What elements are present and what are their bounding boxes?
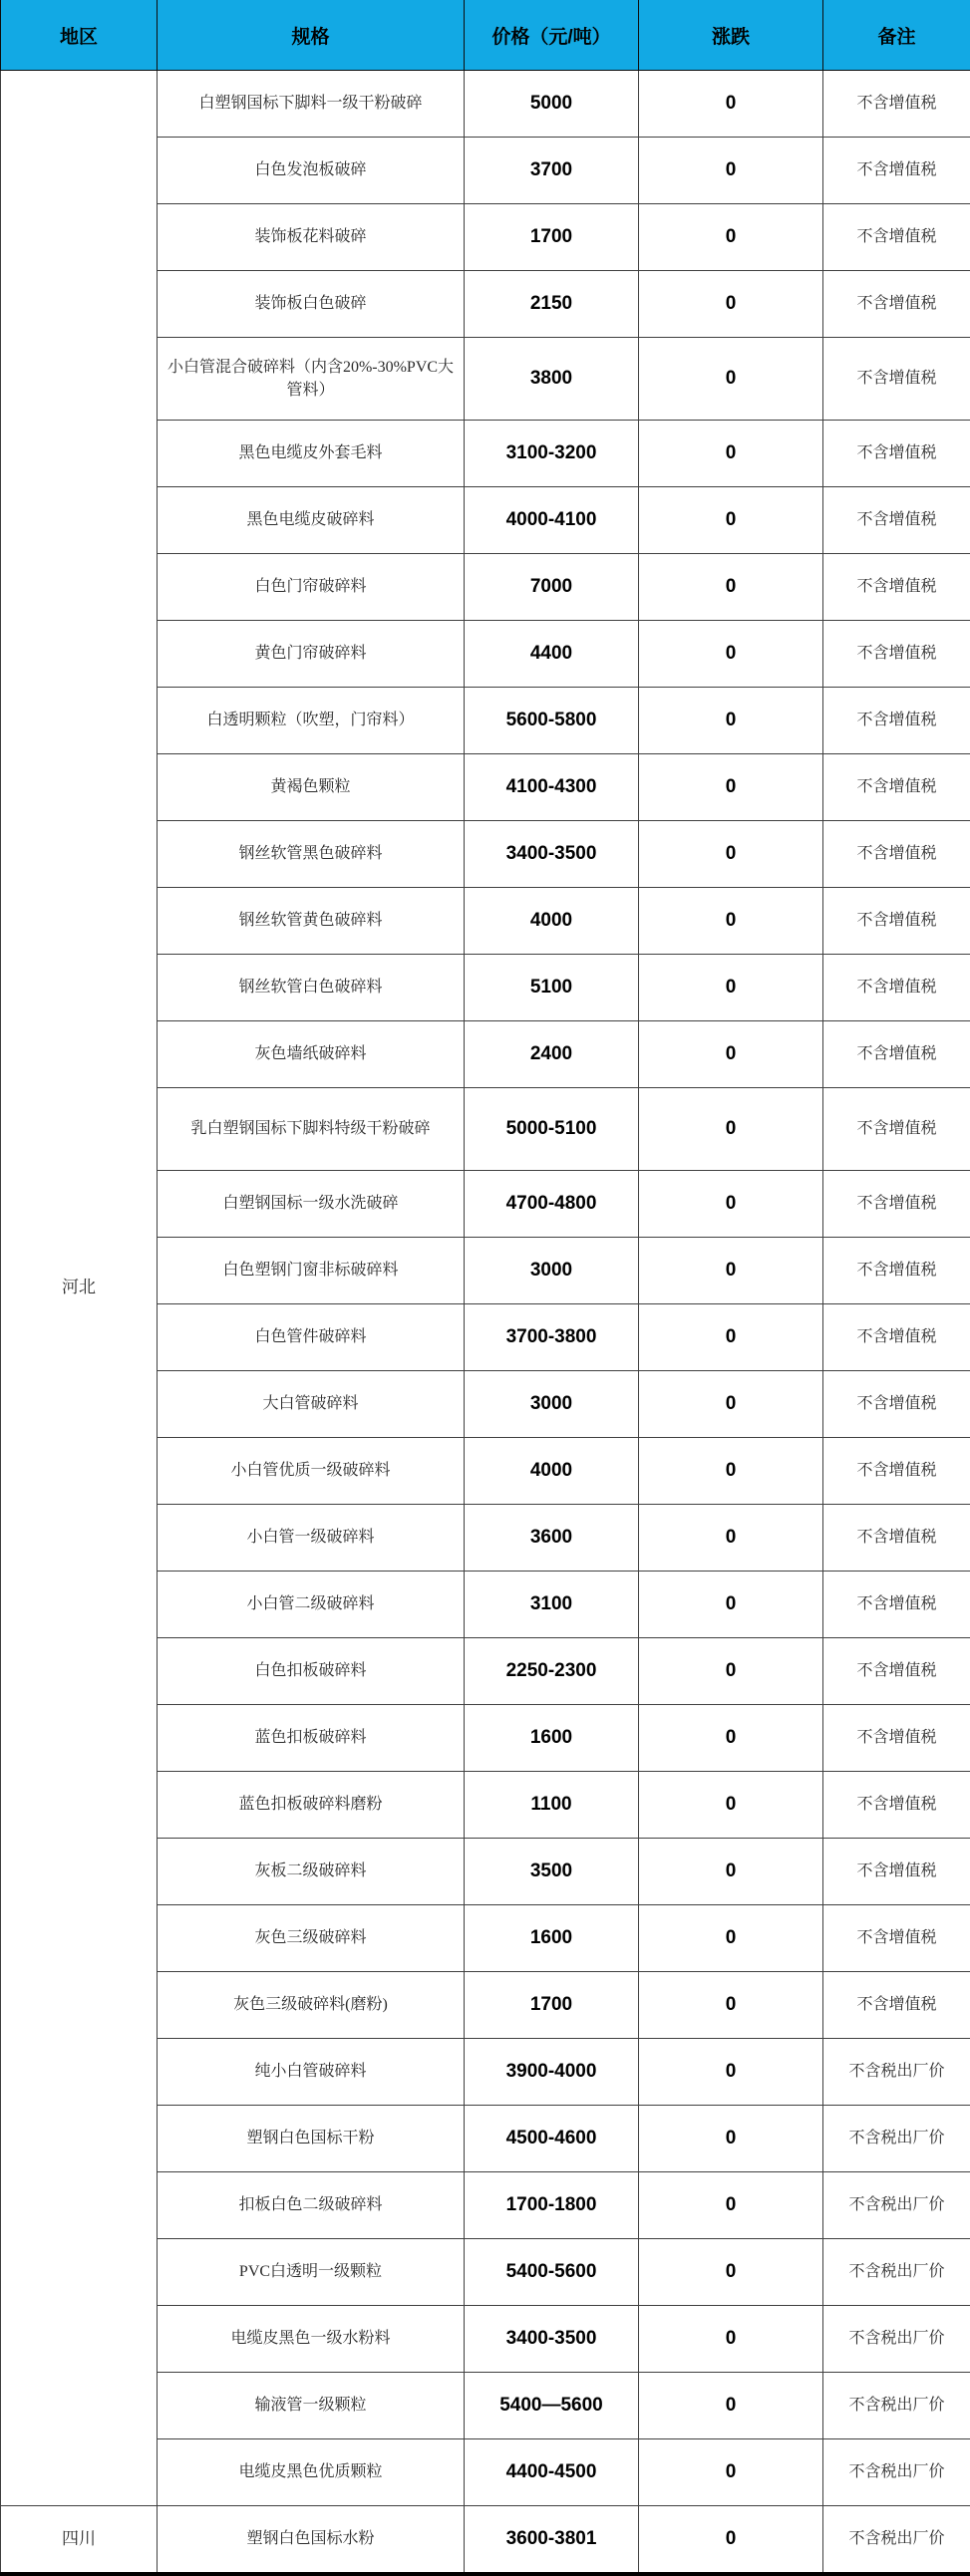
change-cell: 0 [639, 2373, 823, 2439]
spec-cell: 蓝色扣板破碎料 [158, 1705, 465, 1772]
note-cell: 不含增值税 [823, 1705, 970, 1772]
note-cell: 不含增值税 [823, 1505, 970, 1572]
spec-cell: 白色发泡板破碎 [158, 138, 465, 204]
note-cell: 不含税出厂价 [823, 2373, 970, 2439]
note-cell: 不含增值税 [823, 1905, 970, 1972]
price-cell: 3100 [465, 1572, 639, 1638]
change-cell: 0 [639, 821, 823, 888]
note-cell: 不含增值税 [823, 821, 970, 888]
price-cell: 3000 [465, 1238, 639, 1304]
header-change: 涨跌 [639, 0, 823, 71]
spec-cell: 白色扣板破碎料 [158, 1638, 465, 1705]
spec-cell: 装饰板花料破碎 [158, 204, 465, 271]
region-cell: 四川 [1, 2506, 158, 2575]
header-spec: 规格 [158, 0, 465, 71]
spec-cell: 钢丝软管黄色破碎料 [158, 888, 465, 955]
change-cell: 0 [639, 1839, 823, 1905]
spec-cell: 小白管优质一级破碎料 [158, 1438, 465, 1505]
spec-cell: 输液管一级颗粒 [158, 2373, 465, 2439]
change-cell: 0 [639, 338, 823, 421]
change-cell: 0 [639, 2439, 823, 2506]
note-cell: 不含税出厂价 [823, 2172, 970, 2239]
note-cell: 不含增值税 [823, 688, 970, 754]
spec-cell: 白塑钢国标一级水洗破碎 [158, 1171, 465, 1238]
price-cell: 3700 [465, 138, 639, 204]
change-cell: 0 [639, 2039, 823, 2106]
region-cell: 河北 [1, 71, 158, 2506]
change-cell: 0 [639, 421, 823, 487]
note-cell: 不含税出厂价 [823, 2239, 970, 2306]
note-cell: 不含增值税 [823, 1238, 970, 1304]
price-cell: 3600 [465, 1505, 639, 1572]
spec-cell: 白色管件破碎料 [158, 1304, 465, 1371]
spec-cell: 灰色墙纸破碎料 [158, 1021, 465, 1088]
change-cell: 0 [639, 2239, 823, 2306]
note-cell: 不含税出厂价 [823, 2306, 970, 2373]
price-cell: 1100 [465, 1772, 639, 1839]
price-cell: 4000-4100 [465, 487, 639, 554]
spec-cell: 灰板二级破碎料 [158, 1839, 465, 1905]
spec-cell: 钢丝软管白色破碎料 [158, 955, 465, 1021]
price-cell: 3600-3801 [465, 2506, 639, 2575]
price-cell: 3500 [465, 1839, 639, 1905]
change-cell: 0 [639, 71, 823, 138]
note-cell: 不含税出厂价 [823, 2506, 970, 2575]
change-cell: 0 [639, 1572, 823, 1638]
price-cell: 5400—5600 [465, 2373, 639, 2439]
note-cell: 不含增值税 [823, 1088, 970, 1171]
change-cell: 0 [639, 1705, 823, 1772]
price-cell: 3000 [465, 1371, 639, 1438]
spec-cell: 黄色门帘破碎料 [158, 621, 465, 688]
spec-cell: 装饰板白色破碎 [158, 271, 465, 338]
price-table-body [1, 71, 970, 2575]
note-cell: 不含税出厂价 [823, 2106, 970, 2172]
change-cell: 0 [639, 754, 823, 821]
note-cell: 不含增值税 [823, 1972, 970, 2039]
header-row [1, 0, 970, 71]
change-cell: 0 [639, 1171, 823, 1238]
spec-cell: 乳白塑钢国标下脚料特级干粉破碎 [158, 1088, 465, 1171]
price-cell: 4100-4300 [465, 754, 639, 821]
note-cell: 不含增值税 [823, 1171, 970, 1238]
change-cell: 0 [639, 2106, 823, 2172]
price-cell: 4700-4800 [465, 1171, 639, 1238]
price-cell: 3800 [465, 338, 639, 421]
note-cell: 不含增值税 [823, 1304, 970, 1371]
price-cell: 5600-5800 [465, 688, 639, 754]
change-cell: 0 [639, 554, 823, 621]
header-region: 地区 [1, 0, 158, 71]
spec-cell: 塑钢白色国标干粉 [158, 2106, 465, 2172]
price-cell: 3400-3500 [465, 2306, 639, 2373]
change-cell: 0 [639, 1905, 823, 1972]
change-cell: 0 [639, 1772, 823, 1839]
price-cell: 1700 [465, 1972, 639, 2039]
spec-cell: 大白管破碎料 [158, 1371, 465, 1438]
header-note: 备注 [823, 0, 970, 71]
note-cell: 不含税出厂价 [823, 2439, 970, 2506]
price-cell: 3100-3200 [465, 421, 639, 487]
change-cell: 0 [639, 1304, 823, 1371]
note-cell: 不含税出厂价 [823, 2039, 970, 2106]
price-cell: 2250-2300 [465, 1638, 639, 1705]
spec-cell: 扣板白色二级破碎料 [158, 2172, 465, 2239]
price-cell: 1600 [465, 1905, 639, 1972]
note-cell: 不含增值税 [823, 955, 970, 1021]
spec-cell: 蓝色扣板破碎料磨粉 [158, 1772, 465, 1839]
change-cell: 0 [639, 1638, 823, 1705]
note-cell: 不含增值税 [823, 888, 970, 955]
price-cell: 4000 [465, 1438, 639, 1505]
spec-cell: 白色塑钢门窗非标破碎料 [158, 1238, 465, 1304]
change-cell: 0 [639, 2172, 823, 2239]
change-cell: 0 [639, 1438, 823, 1505]
change-cell: 0 [639, 1021, 823, 1088]
note-cell: 不含增值税 [823, 487, 970, 554]
note-cell: 不含增值税 [823, 271, 970, 338]
change-cell: 0 [639, 271, 823, 338]
price-cell: 1700 [465, 204, 639, 271]
price-cell: 1600 [465, 1705, 639, 1772]
note-cell: 不含增值税 [823, 71, 970, 138]
price-cell: 7000 [465, 554, 639, 621]
spec-cell: 小白管二级破碎料 [158, 1572, 465, 1638]
spec-cell: 纯小白管破碎料 [158, 2039, 465, 2106]
change-cell: 0 [639, 1972, 823, 2039]
price-cell: 3400-3500 [465, 821, 639, 888]
change-cell: 0 [639, 688, 823, 754]
note-cell: 不含增值税 [823, 554, 970, 621]
change-cell: 0 [639, 487, 823, 554]
note-cell: 不含增值税 [823, 1572, 970, 1638]
change-cell: 0 [639, 2306, 823, 2373]
spec-cell: 灰色三级破碎料(磨粉) [158, 1972, 465, 2039]
price-cell: 3900-4000 [465, 2039, 639, 2106]
change-cell: 0 [639, 1371, 823, 1438]
spec-cell: 白透明颗粒（吹塑，门帘料） [158, 688, 465, 754]
change-cell: 0 [639, 1088, 823, 1171]
spec-cell: 黑色电缆皮破碎料 [158, 487, 465, 554]
spec-cell: 黄褐色颗粒 [158, 754, 465, 821]
note-cell: 不含增值税 [823, 1021, 970, 1088]
price-cell: 5000-5100 [465, 1088, 639, 1171]
spec-cell: 电缆皮黑色优质颗粒 [158, 2439, 465, 2506]
table-row [1, 71, 970, 138]
note-cell: 不含增值税 [823, 1772, 970, 1839]
change-cell: 0 [639, 621, 823, 688]
note-cell: 不含增值税 [823, 138, 970, 204]
note-cell: 不含增值税 [823, 204, 970, 271]
spec-cell: 白塑钢国标下脚料一级干粉破碎 [158, 71, 465, 138]
price-cell: 4500-4600 [465, 2106, 639, 2172]
price-cell: 4000 [465, 888, 639, 955]
spec-cell: 电缆皮黑色一级水粉料 [158, 2306, 465, 2373]
spec-cell: 小白管一级破碎料 [158, 1505, 465, 1572]
note-cell: 不含增值税 [823, 338, 970, 421]
header-price: 价格（元/吨） [465, 0, 639, 71]
price-cell: 2150 [465, 271, 639, 338]
spec-cell: 灰色三级破碎料 [158, 1905, 465, 1972]
note-cell: 不含增值税 [823, 1438, 970, 1505]
price-cell: 5100 [465, 955, 639, 1021]
price-cell: 5000 [465, 71, 639, 138]
note-cell: 不含增值税 [823, 754, 970, 821]
price-cell: 2400 [465, 1021, 639, 1088]
price-cell: 4400-4500 [465, 2439, 639, 2506]
spec-cell: PVC白透明一级颗粒 [158, 2239, 465, 2306]
note-cell: 不含增值税 [823, 1839, 970, 1905]
change-cell: 0 [639, 2506, 823, 2575]
spec-cell: 黑色电缆皮外套毛料 [158, 421, 465, 487]
change-cell: 0 [639, 955, 823, 1021]
change-cell: 0 [639, 1505, 823, 1572]
spec-cell: 小白管混合破碎料（内含20%-30%PVC大管料） [158, 338, 465, 421]
spec-cell: 塑钢白色国标水粉 [158, 2506, 465, 2575]
price-cell: 1700-1800 [465, 2172, 639, 2239]
note-cell: 不含增值税 [823, 1638, 970, 1705]
change-cell: 0 [639, 138, 823, 204]
spec-cell: 钢丝软管黑色破碎料 [158, 821, 465, 888]
change-cell: 0 [639, 204, 823, 271]
price-cell: 4400 [465, 621, 639, 688]
price-cell: 5400-5600 [465, 2239, 639, 2306]
table-row [1, 2506, 970, 2575]
price-cell: 3700-3800 [465, 1304, 639, 1371]
note-cell: 不含增值税 [823, 421, 970, 487]
note-cell: 不含增值税 [823, 1371, 970, 1438]
spec-cell: 白色门帘破碎料 [158, 554, 465, 621]
note-cell: 不含增值税 [823, 621, 970, 688]
change-cell: 0 [639, 1238, 823, 1304]
table-header [1, 0, 970, 71]
change-cell: 0 [639, 888, 823, 955]
